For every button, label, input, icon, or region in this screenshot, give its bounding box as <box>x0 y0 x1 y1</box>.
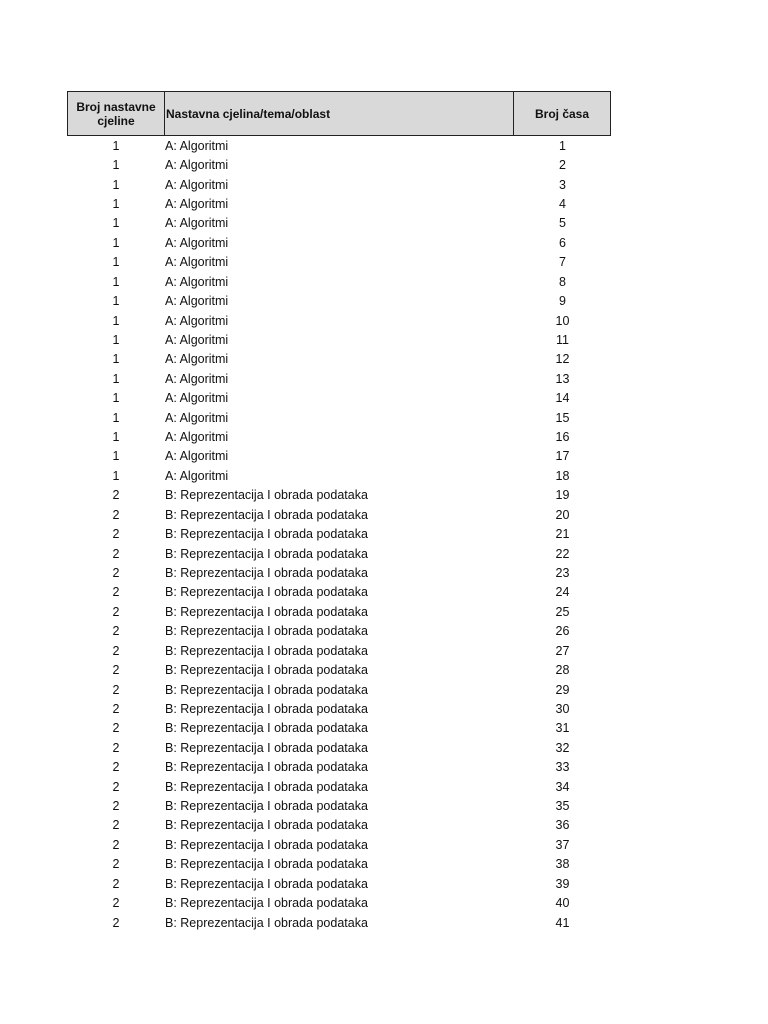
cell-unit-number: 2 <box>112 624 120 639</box>
cell-topic: A: Algoritmi <box>165 352 229 367</box>
table-row <box>67 796 611 815</box>
cell-unit-number: 1 <box>112 352 120 367</box>
cell-lesson-number: 38 <box>555 857 570 872</box>
cell-unit-number: 2 <box>112 721 120 736</box>
cell-unit-number: 1 <box>112 158 120 173</box>
cell-topic: B: Reprezentacija I obrada podataka <box>165 507 368 522</box>
cell-lesson-number: 15 <box>555 410 570 425</box>
cell-topic: B: Reprezentacija I obrada podataka <box>165 721 368 736</box>
table-row <box>67 641 611 660</box>
cell-lesson-number: 29 <box>555 682 570 697</box>
table-row <box>67 544 611 563</box>
cell-lesson-number: 6 <box>559 235 566 250</box>
cell-unit-number: 2 <box>112 585 120 600</box>
cell-lesson-number: 4 <box>559 196 566 211</box>
cell-lesson-number: 37 <box>555 837 570 852</box>
table-row <box>67 583 611 602</box>
cell-topic: A: Algoritmi <box>165 391 229 406</box>
cell-lesson-number: 10 <box>555 313 570 328</box>
cell-unit-number: 1 <box>112 313 120 328</box>
table-row <box>67 330 611 349</box>
table-row <box>67 311 611 330</box>
cell-topic: B: Reprezentacija I obrada podataka <box>165 565 368 580</box>
cell-lesson-number: 33 <box>555 760 570 775</box>
cell-topic: A: Algoritmi <box>165 449 229 464</box>
cell-unit-number: 1 <box>112 430 120 445</box>
cell-unit-number: 1 <box>112 138 120 153</box>
cell-lesson-number: 20 <box>555 507 570 522</box>
table-row <box>67 758 611 777</box>
table-row <box>67 466 611 485</box>
cell-lesson-number: 3 <box>559 177 566 192</box>
table-row <box>67 913 611 932</box>
cell-topic: B: Reprezentacija I obrada podataka <box>165 779 368 794</box>
cell-topic: B: Reprezentacija I obrada podataka <box>165 837 368 852</box>
cell-unit-number: 1 <box>112 274 120 289</box>
cell-lesson-number: 5 <box>559 216 566 231</box>
cell-unit-number: 2 <box>112 876 120 891</box>
cell-lesson-number: 8 <box>559 274 566 289</box>
cell-lesson-number: 27 <box>555 643 570 658</box>
cell-topic: A: Algoritmi <box>165 138 229 153</box>
table-row <box>67 524 611 543</box>
table-row <box>67 194 611 213</box>
cell-topic: B: Reprezentacija I obrada podataka <box>165 488 368 503</box>
cell-topic: B: Reprezentacija I obrada podataka <box>165 643 368 658</box>
cell-unit-number: 2 <box>112 546 120 561</box>
table-row <box>67 699 611 718</box>
cell-topic: A: Algoritmi <box>165 235 229 250</box>
cell-unit-number: 2 <box>112 857 120 872</box>
table-row <box>67 855 611 874</box>
cell-unit-number: 2 <box>112 896 120 911</box>
cell-topic: B: Reprezentacija I obrada podataka <box>165 876 368 891</box>
cell-topic: B: Reprezentacija I obrada podataka <box>165 624 368 639</box>
cell-lesson-number: 32 <box>555 740 570 755</box>
table-row <box>67 388 611 407</box>
cell-unit-number: 1 <box>112 216 120 231</box>
cell-lesson-number: 25 <box>555 604 570 619</box>
cell-lesson-number: 11 <box>556 332 569 347</box>
table-row <box>67 602 611 621</box>
cell-topic: B: Reprezentacija I obrada podataka <box>165 701 368 716</box>
table-body <box>67 136 611 932</box>
table-row <box>67 175 611 194</box>
cell-lesson-number: 19 <box>555 488 570 503</box>
cell-topic: A: Algoritmi <box>165 274 229 289</box>
cell-unit-number: 2 <box>112 779 120 794</box>
header-lesson-number: Broj časa <box>534 106 590 121</box>
table-row <box>67 835 611 854</box>
cell-topic: A: Algoritmi <box>165 216 229 231</box>
cell-lesson-number: 12 <box>555 352 570 367</box>
cell-topic: B: Reprezentacija I obrada podataka <box>165 663 368 678</box>
cell-lesson-number: 28 <box>555 663 570 678</box>
table-row <box>67 738 611 757</box>
cell-lesson-number: 39 <box>555 876 570 891</box>
cell-unit-number: 1 <box>112 468 120 483</box>
cell-topic: A: Algoritmi <box>165 430 229 445</box>
cell-topic: A: Algoritmi <box>165 196 229 211</box>
cell-topic: B: Reprezentacija I obrada podataka <box>165 527 368 542</box>
cell-unit-number: 2 <box>112 818 120 833</box>
cell-unit-number: 2 <box>112 565 120 580</box>
cell-lesson-number: 23 <box>555 565 570 580</box>
table-row <box>67 563 611 582</box>
cell-lesson-number: 7 <box>559 255 566 270</box>
cell-unit-number: 2 <box>112 760 120 775</box>
cell-topic: A: Algoritmi <box>165 468 229 483</box>
table-row <box>67 622 611 641</box>
cell-unit-number: 2 <box>112 643 120 658</box>
cell-unit-number: 2 <box>112 604 120 619</box>
table-row <box>67 369 611 388</box>
cell-unit-number: 2 <box>112 915 120 930</box>
cell-lesson-number: 40 <box>555 896 570 911</box>
cell-unit-number: 2 <box>112 507 120 522</box>
cell-lesson-number: 9 <box>559 294 566 309</box>
cell-lesson-number: 31 <box>555 721 570 736</box>
cell-topic: A: Algoritmi <box>165 410 229 425</box>
table-row <box>67 505 611 524</box>
cell-lesson-number: 16 <box>555 430 570 445</box>
cell-lesson-number: 13 <box>555 371 570 386</box>
cell-unit-number: 1 <box>112 196 120 211</box>
cell-topic: B: Reprezentacija I obrada podataka <box>165 857 368 872</box>
cell-topic: B: Reprezentacija I obrada podataka <box>165 546 368 561</box>
table-row <box>67 816 611 835</box>
cell-unit-number: 1 <box>112 410 120 425</box>
cell-unit-number: 2 <box>112 488 120 503</box>
table-row <box>67 253 611 272</box>
table-header <box>67 91 611 136</box>
cell-topic: B: Reprezentacija I obrada podataka <box>165 896 368 911</box>
cell-topic: A: Algoritmi <box>165 371 229 386</box>
cell-topic: B: Reprezentacija I obrada podataka <box>165 818 368 833</box>
cell-unit-number: 2 <box>112 663 120 678</box>
cell-unit-number: 2 <box>112 740 120 755</box>
cell-unit-number: 2 <box>112 799 120 814</box>
cell-unit-number: 1 <box>112 391 120 406</box>
cell-lesson-number: 41 <box>555 915 570 930</box>
cell-unit-number: 2 <box>112 527 120 542</box>
cell-lesson-number: 24 <box>555 585 570 600</box>
header-unit-number: Broj nastavne cjeline <box>68 92 165 135</box>
table-row <box>67 272 611 291</box>
table-row <box>67 408 611 427</box>
table-row <box>67 874 611 893</box>
cell-topic: B: Reprezentacija I obrada podataka <box>165 585 368 600</box>
cell-topic: B: Reprezentacija I obrada podataka <box>165 799 368 814</box>
cell-unit-number: 2 <box>112 837 120 852</box>
table-row <box>67 680 611 699</box>
table-row <box>67 777 611 796</box>
cell-lesson-number: 17 <box>555 449 570 464</box>
cell-lesson-number: 21 <box>555 527 570 542</box>
cell-lesson-number: 18 <box>555 468 570 483</box>
cell-topic: A: Algoritmi <box>165 255 229 270</box>
table-row <box>67 893 611 912</box>
table-row <box>67 660 611 679</box>
table-row <box>67 447 611 466</box>
cell-unit-number: 1 <box>112 255 120 270</box>
cell-lesson-number: 36 <box>555 818 570 833</box>
cell-topic: B: Reprezentacija I obrada podataka <box>165 604 368 619</box>
cell-unit-number: 1 <box>112 332 120 347</box>
table-row <box>67 486 611 505</box>
cell-lesson-number: 34 <box>555 779 570 794</box>
cell-lesson-number: 30 <box>555 701 570 716</box>
cell-topic: A: Algoritmi <box>165 294 229 309</box>
cell-unit-number: 2 <box>112 682 120 697</box>
cell-unit-number: 1 <box>112 449 120 464</box>
cell-lesson-number: 14 <box>555 391 570 406</box>
cell-lesson-number: 26 <box>555 624 570 639</box>
cell-topic: A: Algoritmi <box>165 313 229 328</box>
table-row <box>67 155 611 174</box>
table-row <box>67 427 611 446</box>
cell-topic: B: Reprezentacija I obrada podataka <box>165 760 368 775</box>
cell-topic: A: Algoritmi <box>165 177 229 192</box>
table-row <box>67 350 611 369</box>
cell-unit-number: 1 <box>112 371 120 386</box>
cell-topic: A: Algoritmi <box>165 158 229 173</box>
header-topic: Nastavna cjelina/tema/oblast <box>165 92 514 135</box>
cell-topic: B: Reprezentacija I obrada podataka <box>165 682 368 697</box>
cell-lesson-number: 2 <box>559 158 566 173</box>
cell-lesson-number: 35 <box>555 799 570 814</box>
cell-topic: A: Algoritmi <box>165 332 229 347</box>
table-row <box>67 136 611 155</box>
table-row <box>67 291 611 310</box>
cell-topic: B: Reprezentacija I obrada podataka <box>165 740 368 755</box>
cell-unit-number: 1 <box>112 235 120 250</box>
cell-unit-number: 2 <box>112 701 120 716</box>
cell-topic: B: Reprezentacija I obrada podataka <box>165 915 368 930</box>
table-row <box>67 719 611 738</box>
cell-unit-number: 1 <box>112 177 120 192</box>
cell-unit-number: 1 <box>112 294 120 309</box>
cell-lesson-number: 22 <box>555 546 570 561</box>
table-row <box>67 214 611 233</box>
cell-lesson-number: 1 <box>559 138 566 153</box>
table-row <box>67 233 611 252</box>
